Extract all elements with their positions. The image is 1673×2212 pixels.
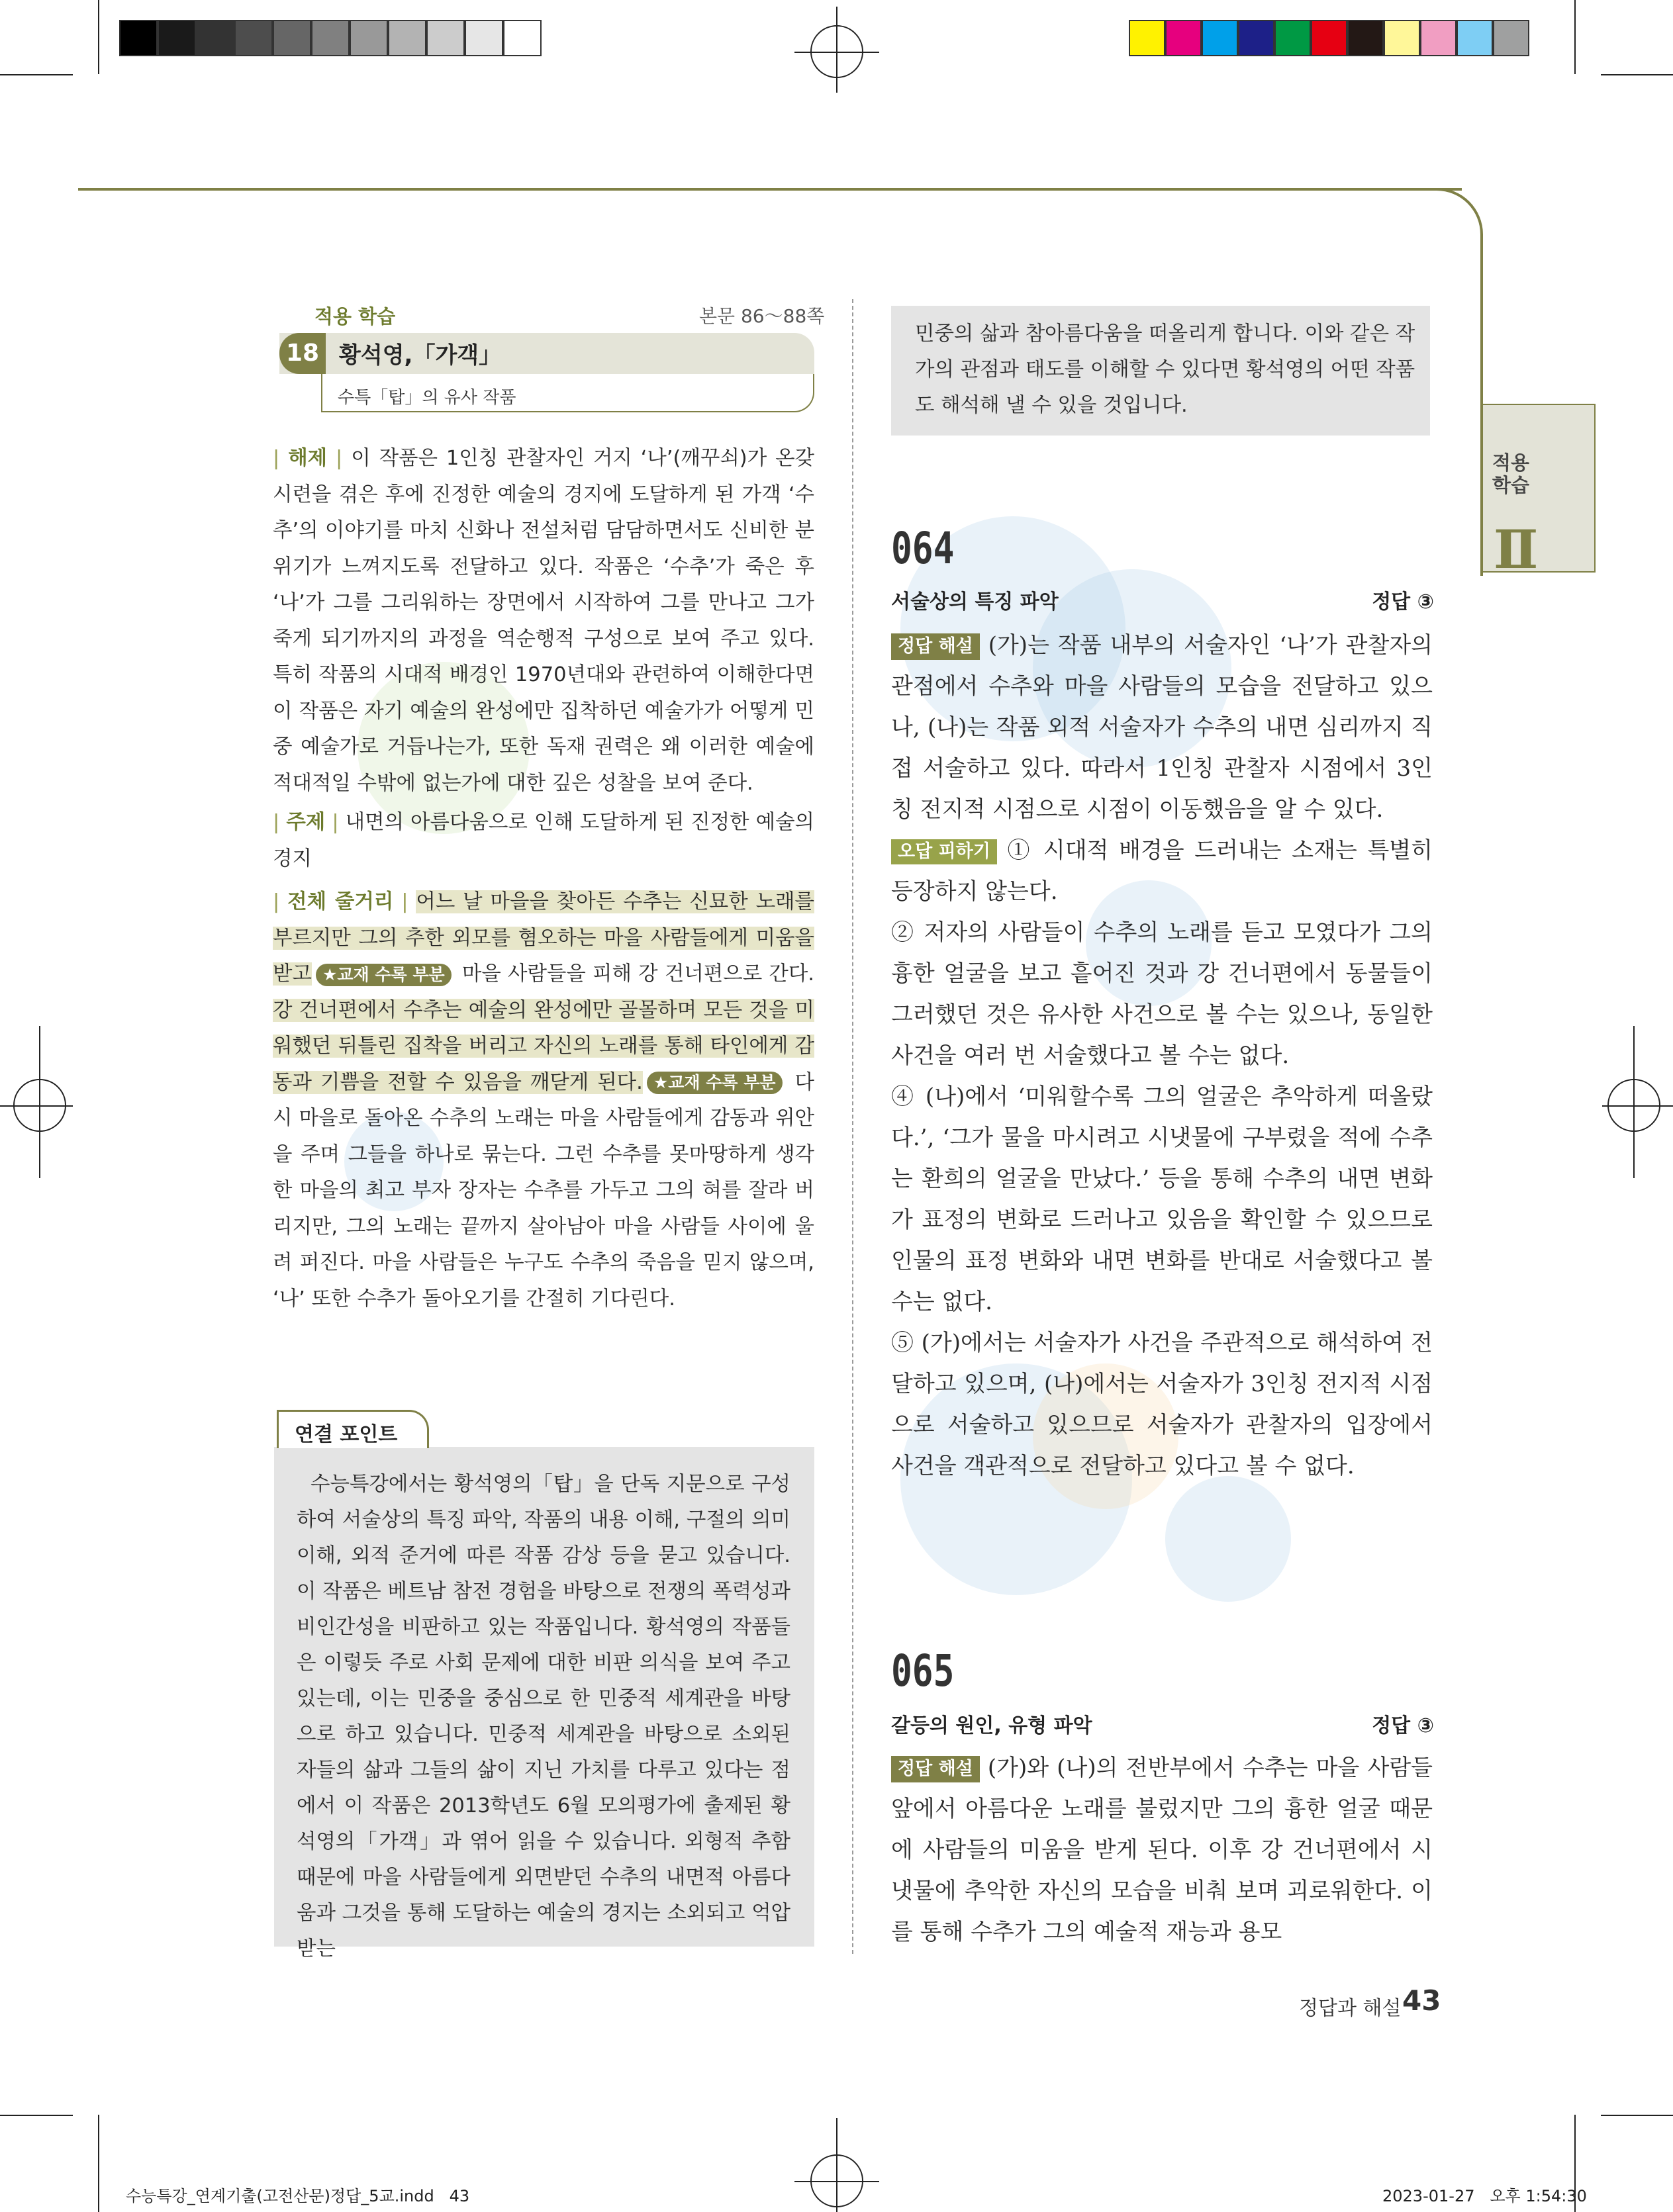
bullet-bar: |: [273, 811, 280, 834]
connection-point-text: 수능특강에서는 황석영의「탑」을 단독 지문으로 구성하여 서술상의 특징 파악, 작품의 내용 이해, 구절의 의미 이해, 외적 준거에 따른 작품 감상 등을 묻고 있습니다. 이 작품은 베트남 참전 경험을 바탕으로 전쟁의 폭력성과 비인간성을 비판하고 있는 작품입니다. 황석영의 작품들은 이렇듯 주로 사회 문제에 대한 비판 의식을 보여 주고 있는데, 이는 민중을 중심으로 한 민중적 세계관을 바탕으로 하고 있습니다. 민중적 세계관을 바탕으로 소외된 자들의 삶과 그들의 삶이 지닌 가치를 다루고 있다는 점에서 이 작품은 2013학년도 6월 모의평가에 출제된 황석영의「가객」과 엮어 읽을 수 있습니다. 외형적 추함 때문에 마을 사람들에게 외면받던 수추의 내면적 아름다움과 그것을 통해 도달하는 예술의 경지는 소외되고 억압받는: [297, 1473, 790, 1960]
juje-label: 주제: [286, 811, 326, 834]
registration-mark: [0, 1105, 73, 1107]
plot-highlight-1: 어느 날 마을을 찾아든 수추는 신묘한 노래를 부르지만 그의 추한 외모를 혐오하는 마을 사람들에게 미움을 받고: [273, 890, 814, 986]
color-swatch: [1311, 20, 1347, 56]
grayscale-swatch: [196, 20, 234, 56]
plot-highlight-2: 강 건너편에서 수추는 예술의 완성에만 골몰하며 모든 것을 미워했던 뒤틀린 집착을 버리고 자신의 노래를 통해 타인에게 감동과 기쁨을 전할 수 있음을 깨닫게 된다.: [273, 998, 814, 1094]
color-swatch: [1493, 20, 1529, 56]
print-slug-time: 2023-01-27 오후 1:54:30: [1382, 2187, 1587, 2205]
grayscale-swatch: [234, 20, 273, 56]
plot-text-2: 다시 마을로 돌아온 수추의 노래는 마을 사람들에게 감동과 위안을 주며 그들을 하나로 묶는다. 그런 수추를 못마땅하게 생각한 마을의 최고 부자 장자는 수추를 가두고 그의 혀를 잘라 버리지만, 그의 노래는 끝까지 살아남아 마을 사람들 사이에 울려 퍼진다. 마을 사람들은 누구도 수추의 죽음을 믿지 않으며, ‘나’ 또한 수추가 돌아오기를 간절히 기다린다.: [273, 1070, 814, 1311]
bullet-bar: |: [273, 890, 280, 913]
juje-paragraph: [273, 805, 814, 877]
textbook-excerpt-badge: ★교재 수록 부분: [647, 1072, 783, 1094]
bullet-bar: |: [336, 447, 343, 470]
question-topic: 서술상의 특징 파악: [891, 590, 1059, 614]
watermark-circle: [1165, 1476, 1291, 1602]
explanation-064: [891, 625, 1433, 1487]
crop-mark: [1601, 2115, 1673, 2116]
question-number: 064: [891, 523, 955, 574]
question-topic: 갈등의 원인, 유형 파악: [891, 1714, 1092, 1737]
item-title: 황석영,「가객」: [339, 342, 502, 369]
color-swatch: [1420, 20, 1457, 56]
grayscale-swatch: [426, 20, 465, 56]
page-reference: 본문 86～88쪽: [699, 305, 825, 327]
juje-text: 내면의 아름다움으로 인해 도달하게 된 진정한 예술의 경지: [273, 811, 815, 870]
color-swatch: [1274, 20, 1311, 56]
question-header: [891, 585, 1434, 614]
registration-mark: [836, 7, 837, 93]
textbook-excerpt-badge: ★교재 수록 부분: [316, 964, 452, 986]
crop-mark: [98, 2115, 99, 2212]
grayscale-swatch: [503, 20, 542, 56]
color-swatch: [1384, 20, 1420, 56]
grayscale-swatch: [158, 20, 196, 56]
crop-mark: [1574, 0, 1576, 74]
plot-text-1: 마을 사람들을 피해 강 건너편으로 간다.: [461, 962, 814, 986]
correct-explanation-tag: 정답 해설: [891, 1756, 980, 1782]
wrong-answer-4: ④ (나)에서 ‘미워할수록 그의 얼굴은 추악하게 떠올랐다.’, ‘그가 물을 마시려고 시냇물에 구부렸을 적에 수추는 환희의 얼굴을 만났다.’ 등을 통해 수추의 내면 변화가 표정의 변화로 드러나고 있음을 확인할 수 있으므로 인물의 표정 변화와 내면 변화를 반대로 서술했다고 볼 수는 없다.: [891, 1083, 1433, 1315]
registration-mark: [39, 1026, 40, 1178]
wrong-answer-tag: 오답 피하기: [891, 839, 997, 864]
correct-explanation-tag: 정답 해설: [891, 633, 980, 660]
header-rule-corner: [1423, 188, 1483, 261]
wrong-answer-1: 오답 피하기 ① 시대적 배경을 드러내는 소재는 특별히 등장하지 않는다.: [891, 837, 1433, 905]
explanation-065: 정답 해설 (가)와 (나)의 전반부에서 수추는 마을 사람들 앞에서 아름다운 노래를 불렀지만 그의 흉한 얼굴 때문에 사람들의 미움을 받게 된다. 이후 강 건너편에서 시냇물에 추악한 자신의 모습을 비춰 보며 괴로워한다. 이를 통해 수추가 그의 예술적 재능과 용모: [891, 1755, 1433, 1945]
crop-mark: [0, 74, 73, 75]
question-number: 065: [891, 1645, 955, 1696]
print-slug-file: 수능특강_연계기출(고전산문)정답_5교.indd 43: [126, 2187, 470, 2205]
grayscale-swatch: [311, 20, 350, 56]
grayscale-swatch: [465, 20, 503, 56]
bullet-bar: |: [273, 447, 280, 470]
connection-point-label: 연결 포인트: [295, 1423, 398, 1446]
crop-mark: [0, 2115, 73, 2116]
header-rule: [78, 188, 1462, 191]
haeje-text: 이 작품은 1인칭 관찰자인 거지 ‘나’(깨꾸쇠)가 온갖 시련을 겪은 후에 진정한 예술의 경지에 도달하게 된 가객 ‘수추’의 이야기를 마치 신화나 전설처럼 담담하면서도 신비한 분위기가 느껴지도록 전달하고 있다. 작품은 ‘수추’가 죽은 후 ‘나’가 그를 그리워하는 장면에서 시작하여 그를 만나고 그가 죽게 되기까지의 과정을 역순행적 구성으로 보여 주고 있다. 특히 작품의 시대적 배경인 1970년대와 관련하여 이해한다면 이 작품은 자기 예술의 완성에만 집착하던 예술가가 어떻게 민중 예술가로 거듭나는가, 또한 독재 권력은 왜 이러한 예술에 적대적일 수밖에 없는가에 대한 깊은 성찰을 보여 준다.: [273, 447, 814, 795]
page-number: 43: [1402, 1984, 1441, 2017]
plot-label: 전체 줄거리: [287, 890, 394, 913]
answer-label: 정답 ③: [1372, 590, 1434, 614]
correct-explanation: 정답 해설 (가)는 작품 내부의 서술자인 ‘나’가 관찰자의 관점에서 수추와 마을 사람들의 모습을 전달하고 있으나, (나)는 작품 외적 서술자가 수추의 내면 심리까지 직접 서술하고 있다. 따라서 1인칭 관찰자 시점에서 3인칭 전지적 시점으로 시점이 이동했음을 알 수 있다.: [891, 632, 1433, 823]
crop-mark: [1601, 74, 1673, 75]
footer-label: 정답과 해설: [1299, 1997, 1402, 2020]
color-swatch: [1202, 20, 1238, 56]
column-divider: [852, 299, 853, 1954]
wrong-answer-5: ⑤ (가)에서는 서술자가 사건을 주관적으로 해석하여 전달하고 있으며, (나)에서는 서술자가 3인칭 전지적 시점으로 서술하고 있으므로 서술자가 관찰자의 입장에서 사건을 객관적으로 전달하고 있다고 볼 수 없다.: [891, 1330, 1433, 1479]
plot-paragraph: [273, 884, 814, 1317]
side-tab-label: 적용 학습: [1492, 451, 1530, 496]
grayscale-swatch: [119, 20, 158, 56]
bullet-bar: |: [332, 811, 339, 834]
section-label: 적용 학습: [314, 305, 396, 328]
color-swatch: [1347, 20, 1384, 56]
color-swatch: [1165, 20, 1202, 56]
bullet-bar: |: [401, 890, 408, 913]
grayscale-swatch: [273, 20, 311, 56]
haeje-paragraph: [273, 441, 814, 802]
answer-label: 정답 ③: [1372, 1714, 1434, 1737]
haeje-label: 해제: [288, 447, 328, 470]
question-header: [891, 1709, 1434, 1738]
color-swatch: [1129, 20, 1165, 56]
connection-point-continued-text: 민중의 삶과 참아름다움을 떠올리게 합니다. 이와 같은 작가의 관점과 태도를 이해할 수 있다면 황석영의 어떤 작품도 해석해 낼 수 있을 것입니다.: [915, 322, 1415, 417]
color-swatch: [1457, 20, 1493, 56]
registration-mark: [836, 2118, 837, 2212]
registration-mark: [1602, 1105, 1673, 1107]
grayscale-swatch: [350, 20, 388, 56]
item-subtitle: 수특「탑」의 유사 작품: [338, 388, 516, 408]
item-number: 18: [279, 333, 326, 374]
registration-mark: [1633, 1026, 1635, 1178]
color-swatch: [1238, 20, 1274, 56]
grayscale-swatch: [388, 20, 426, 56]
side-tab-roman-numeral: Ⅱ: [1494, 518, 1539, 580]
wrong-answer-2: ② 저자의 사람들이 수추의 노래를 듣고 모였다가 그의 흉한 얼굴을 보고 흩어진 것과 강 건너편에서 동물들이 그러했던 것은 유사한 사건으로 볼 수는 있으나, 동일한 사건을 여러 번 서술했다고 볼 수는 없다.: [891, 919, 1433, 1069]
crop-mark: [98, 0, 99, 74]
